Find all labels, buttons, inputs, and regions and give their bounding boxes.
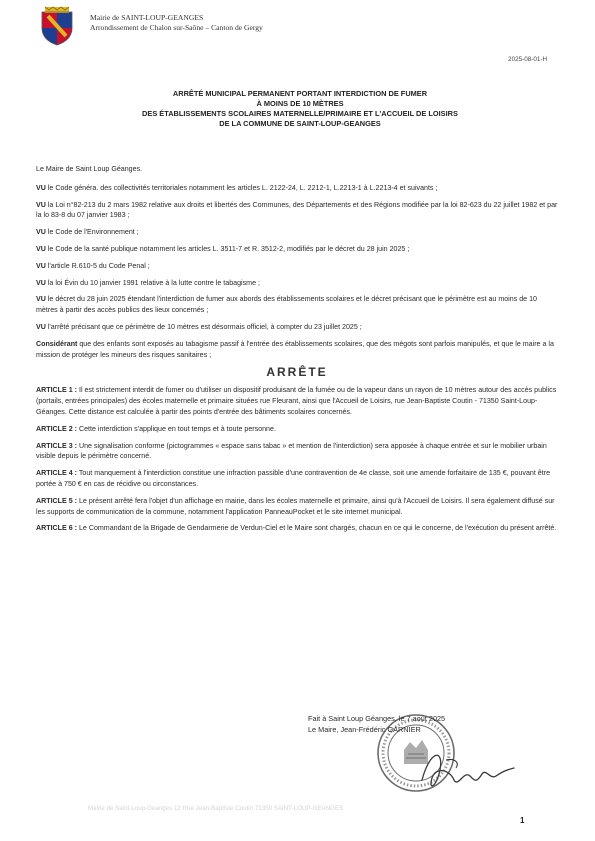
title-line-1: ARRÊTÉ MUNICIPAL PERMANENT PORTANT INTERDICTION DE FUMER xyxy=(172,89,428,98)
considerant-text: le Code généra. des collectivités territoriales notamment les articles L. 2122-24, L. 2212-1, L.2213-1 à L.2213-4 et suivants ; xyxy=(45,183,438,192)
article-lead: ARTICLE 3 : xyxy=(36,441,77,450)
title-line-4: DE LA COMMUNE DE SAINT-LOUP-GEANGES xyxy=(219,119,381,128)
considerant-lead: VU xyxy=(36,244,46,253)
page-number: 1 xyxy=(520,816,525,825)
document-body xyxy=(36,164,558,534)
considerant-lead: VU xyxy=(36,183,46,192)
article-lead: ARTICLE 2 : xyxy=(36,424,77,433)
considerant-text: la loi Évin du 10 janvier 1991 relative à la lutte contre le tabagisme ; xyxy=(45,278,260,287)
article-text: Le Commandant de la Brigade de Gendarmerie de Verdun-Ciel et le Maire sont chargés, chacun en ce qui le concerne, de l'exécution du présent arrêté. xyxy=(77,524,557,533)
letterhead-line-2: Arrondissement de Chalon sur-Saône – Canton de Gergy xyxy=(90,22,263,32)
letterhead xyxy=(90,13,390,33)
considerant-text: que des enfants sont exposés au tabagisme passif à l'entrée des établissements scolaires, que des mégots sont parfois manipulés, et que le maire a la mission de protéger les mineurs des risques sanitaires ; xyxy=(36,339,554,359)
considerant-text: le Code de l'Environnement ; xyxy=(45,228,139,237)
considerant-lead: VU xyxy=(36,295,46,304)
considerant-1 xyxy=(36,183,558,194)
document-title xyxy=(40,89,560,129)
decision-heading: ARRÊTE xyxy=(266,365,328,380)
considerant-lead: VU xyxy=(36,261,46,270)
considerant-lead: VU xyxy=(36,200,46,209)
article-5 xyxy=(36,496,558,518)
intro-paragraph: Le Maire de Saint Loup Géanges. xyxy=(36,165,143,173)
document-reference: 2025-08-01-H xyxy=(508,56,547,63)
article-4 xyxy=(36,468,558,490)
considerant-9 xyxy=(36,339,558,361)
considerant-text: le Code de la santé publique notamment les articles L. 3511-7 et R. 3512-2, modifiés par le décret du 28 juin 2025 ; xyxy=(45,244,410,253)
considerant-8 xyxy=(36,322,558,333)
article-text: Il est strictement interdit de fumer ou d'utiliser un dispositif produisant de la fumée ou de la vapeur dans un rayon de 10 mètres autour des accès publics (portails, entrées principales) des écoles maternelle et primaire situées rue Fleurant, ainsi que l'Accueil de Loisirs, rue Jean-Baptiste Coutin - 71350 Saint-Loup-Géanges. Cette distance est calculée à partir des points d'entrée des bâtiments scolaires concernés. xyxy=(36,386,557,416)
article-text: Cette interdiction s'applique en tout temps et à toute personne. xyxy=(77,424,276,433)
coat-of-arms-icon xyxy=(40,6,74,46)
considerant-lead: Considérant xyxy=(36,339,78,348)
title-line-3: DES ÉTABLISSEMENTS SCOLAIRES MATERNELLE/PRIMAIRE ET L'ACCUEIL DE LOISIRS xyxy=(142,109,458,118)
article-1 xyxy=(36,385,558,417)
article-3 xyxy=(36,441,558,463)
article-lead: ARTICLE 1 : xyxy=(36,386,77,395)
signature-signatory: Le Maire, Jean-Frédéric GARNIER xyxy=(308,725,421,734)
considerant-5 xyxy=(36,261,558,272)
article-text: Tout manquement à l'interdiction constitue une infraction passible d'une contravention de 4e classe, soit une amende forfaitaire de 135 €, pouvant être portée à 750 € en cas de récidive ou circonstances. xyxy=(36,469,551,488)
considerant-lead: VU xyxy=(36,322,46,331)
article-lead: ARTICLE 6 : xyxy=(36,524,77,533)
considerant-lead: VU xyxy=(36,278,46,287)
considerant-text: la Loi n°82-213 du 2 mars 1982 relative aux droits et libertés des Communes, des Départements et des Régions modifiée par la loi 82-623 du 22 juillet 1982 et par la lo 83-8 du 07 janvier 1983 ; xyxy=(36,200,558,220)
handwritten-signature-icon xyxy=(410,740,520,800)
considerant-text: l'arrêté précisant que ce périmètre de 10 mètres est désormais officiel, à compter du 23 juillet 2025 ; xyxy=(45,322,362,331)
considerant-lead: VU xyxy=(36,228,46,237)
article-2 xyxy=(36,424,558,435)
article-lead: ARTICLE 5 : xyxy=(36,496,77,505)
considerant-7 xyxy=(36,294,558,316)
considerant-2 xyxy=(36,200,558,222)
considerant-text: l'article R.610-5 du Code Penal ; xyxy=(45,261,150,270)
article-lead: ARTICLE 4 : xyxy=(36,469,77,478)
signature-place-date: Fait à Saint Loup Géanges, le 7 août 2025 xyxy=(308,714,446,723)
title-line-2: À MOINS DE 10 MÈTRES xyxy=(256,99,344,108)
considerant-6 xyxy=(36,278,558,289)
signature-block xyxy=(308,713,445,735)
considerant-text: le décret du 28 juin 2025 étendant l'interdiction de fumer aux abords des établissements scolaires et le décret précisant que le périmètre est au moins de 10 mètres à partir des accès publics des lieux concernés ; xyxy=(36,295,537,315)
article-6 xyxy=(36,523,558,534)
considerant-4 xyxy=(36,244,558,255)
considerant-3 xyxy=(36,227,558,238)
page-footer: Mairie de Saint-Loup-Géanges 12 Rue Jean-Baptiste Coutin 71350 SAINT-LOUP-GEANGES xyxy=(88,805,344,812)
article-text: Le présent arrêté fera l'objet d'un affichage en mairie, dans les écoles maternelle et primaire, ainsi qu'à l'Accueil de Loisirs. Il sera également diffusé sur les supports de communication de la commune, notamment l'application PanneauPocket et le site internet municipal. xyxy=(36,496,555,516)
letterhead-line-1: Mairie de SAINT-LOUP-GEANGES xyxy=(90,13,204,22)
article-text: Une signalisation conforme (pictogrammes « espace sans tabac » et mention de l'interdiction) sera apposée à chaque entrée et sur le mobilier urbain visible depuis le périmètre concerné. xyxy=(36,441,547,461)
